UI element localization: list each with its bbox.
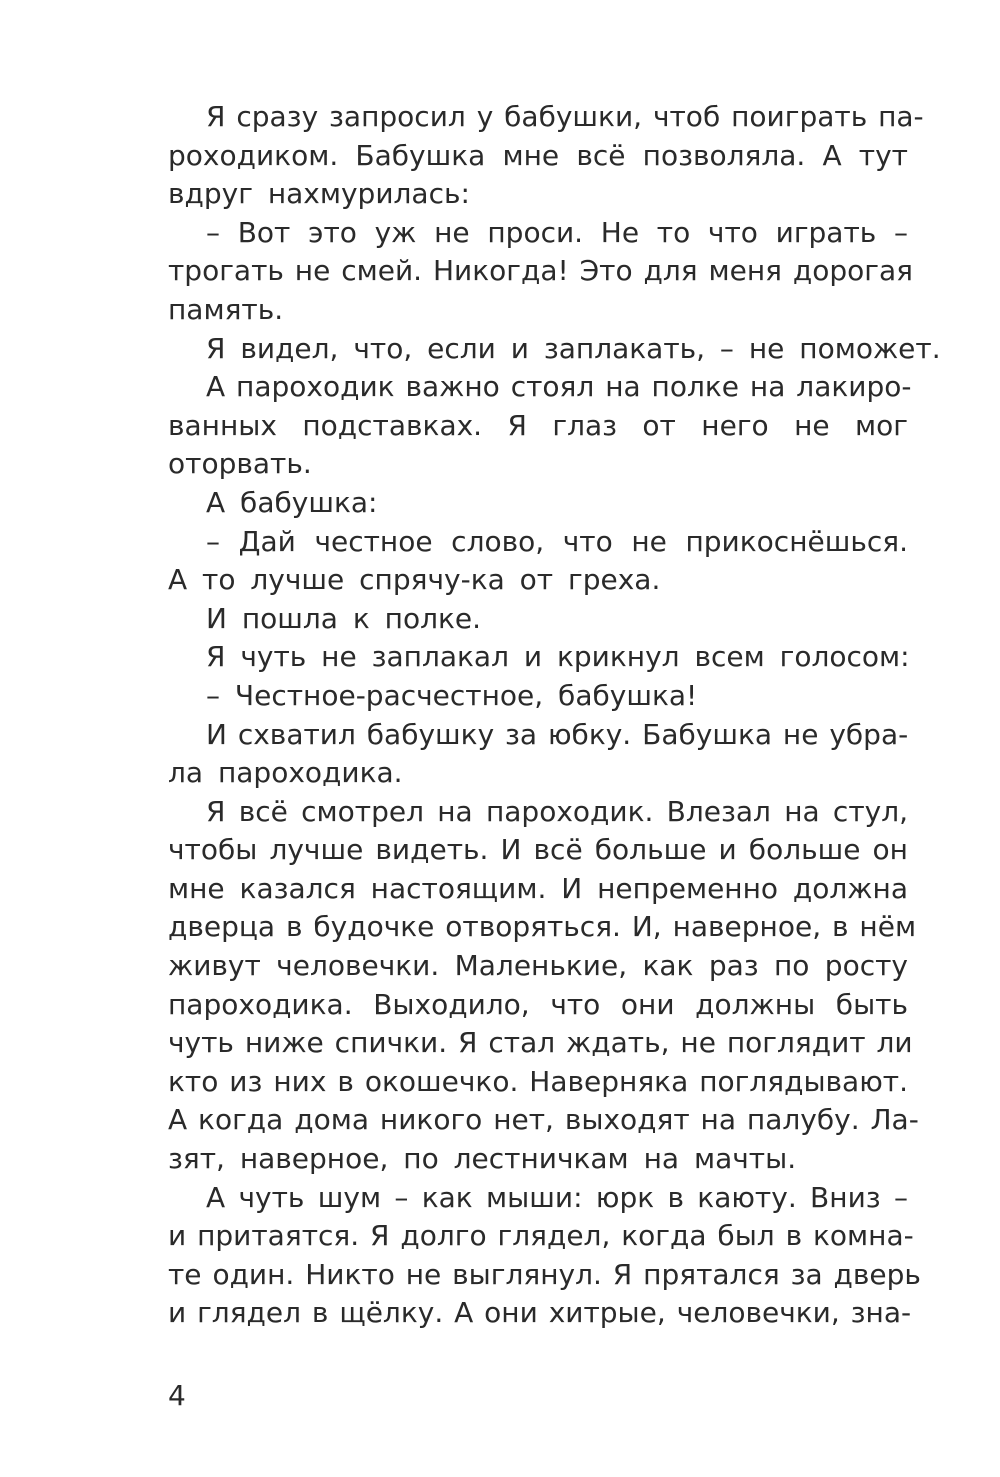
text-line: чтобы лучше видеть. И всё больше и больше он bbox=[168, 833, 908, 867]
text-line: кто из них в окошечко. Наверняка поглядывают. bbox=[168, 1064, 908, 1098]
page-number: 4 bbox=[168, 1379, 186, 1412]
book-page-text bbox=[168, 98, 941, 1333]
text-line: живут человечки. Маленькие, как раз по росту bbox=[168, 949, 908, 983]
text-line: те один. Никто не выглянул. Я прятался за дверь bbox=[168, 1257, 921, 1291]
text-line: А то лучше спрячу-ка от греха. bbox=[168, 563, 661, 597]
text-line: и глядел в щёлку. А они хитрые, человечки, зна- bbox=[168, 1296, 912, 1330]
text-line: трогать не смей. Никогда! Это для меня дорогая bbox=[168, 254, 914, 288]
text-line: вдруг нахмурилась: bbox=[168, 177, 470, 211]
text-line: Я чуть не заплакал и крикнул всем голосом: bbox=[206, 640, 910, 674]
text-line: – Вот это уж не проси. Не то что играть – bbox=[206, 215, 908, 249]
text-line: А пароходик важно стоял на полке на лакиро- bbox=[206, 370, 912, 404]
text-line: ла пароходика. bbox=[168, 756, 403, 790]
text-line: Я всё смотрел на пароходик. Влезал на стул, bbox=[206, 794, 908, 828]
text-line: – Честное-расчестное, бабушка! bbox=[206, 678, 698, 712]
text-line: И схватил бабушку за юбку. Бабушка не убра- bbox=[206, 717, 909, 751]
text-line: и притаятся. Я долго глядел, когда был в комна- bbox=[168, 1219, 914, 1253]
text-line: память. bbox=[168, 292, 284, 326]
text-line: оторвать. bbox=[168, 447, 312, 481]
text-line: А чуть шум – как мыши: юрк в каюту. Вниз – bbox=[206, 1180, 908, 1214]
text-line: И пошла к полке. bbox=[206, 601, 482, 635]
text-line: чуть ниже спички. Я стал ждать, не поглядит ли bbox=[168, 1026, 913, 1060]
text-line: дверца в будочке отворяться. И, наверное, в нём bbox=[168, 910, 917, 944]
text-line: мне казался настоящим. И непременно должна bbox=[168, 871, 908, 905]
text-line: пароходика. Выходило, что они должны быть bbox=[168, 987, 908, 1021]
text-line: А когда дома никого нет, выходят на палубу. Ла- bbox=[168, 1103, 919, 1137]
text-line: роходиком. Бабушка мне всё позволяла. А тут bbox=[168, 138, 908, 172]
text-line: Я видел, что, если и заплакать, – не поможет. bbox=[206, 331, 941, 365]
text-line: ванных подставках. Я глаз от него не мог bbox=[168, 408, 908, 442]
text-line: – Дай честное слово, что не прикоснёшься. bbox=[206, 524, 908, 558]
text-line: А бабушка: bbox=[206, 485, 378, 519]
text-line: зят, наверное, по лестничкам на мачты. bbox=[168, 1142, 797, 1176]
text-line: Я сразу запросил у бабушки, чтоб поиграть па- bbox=[206, 100, 924, 133]
